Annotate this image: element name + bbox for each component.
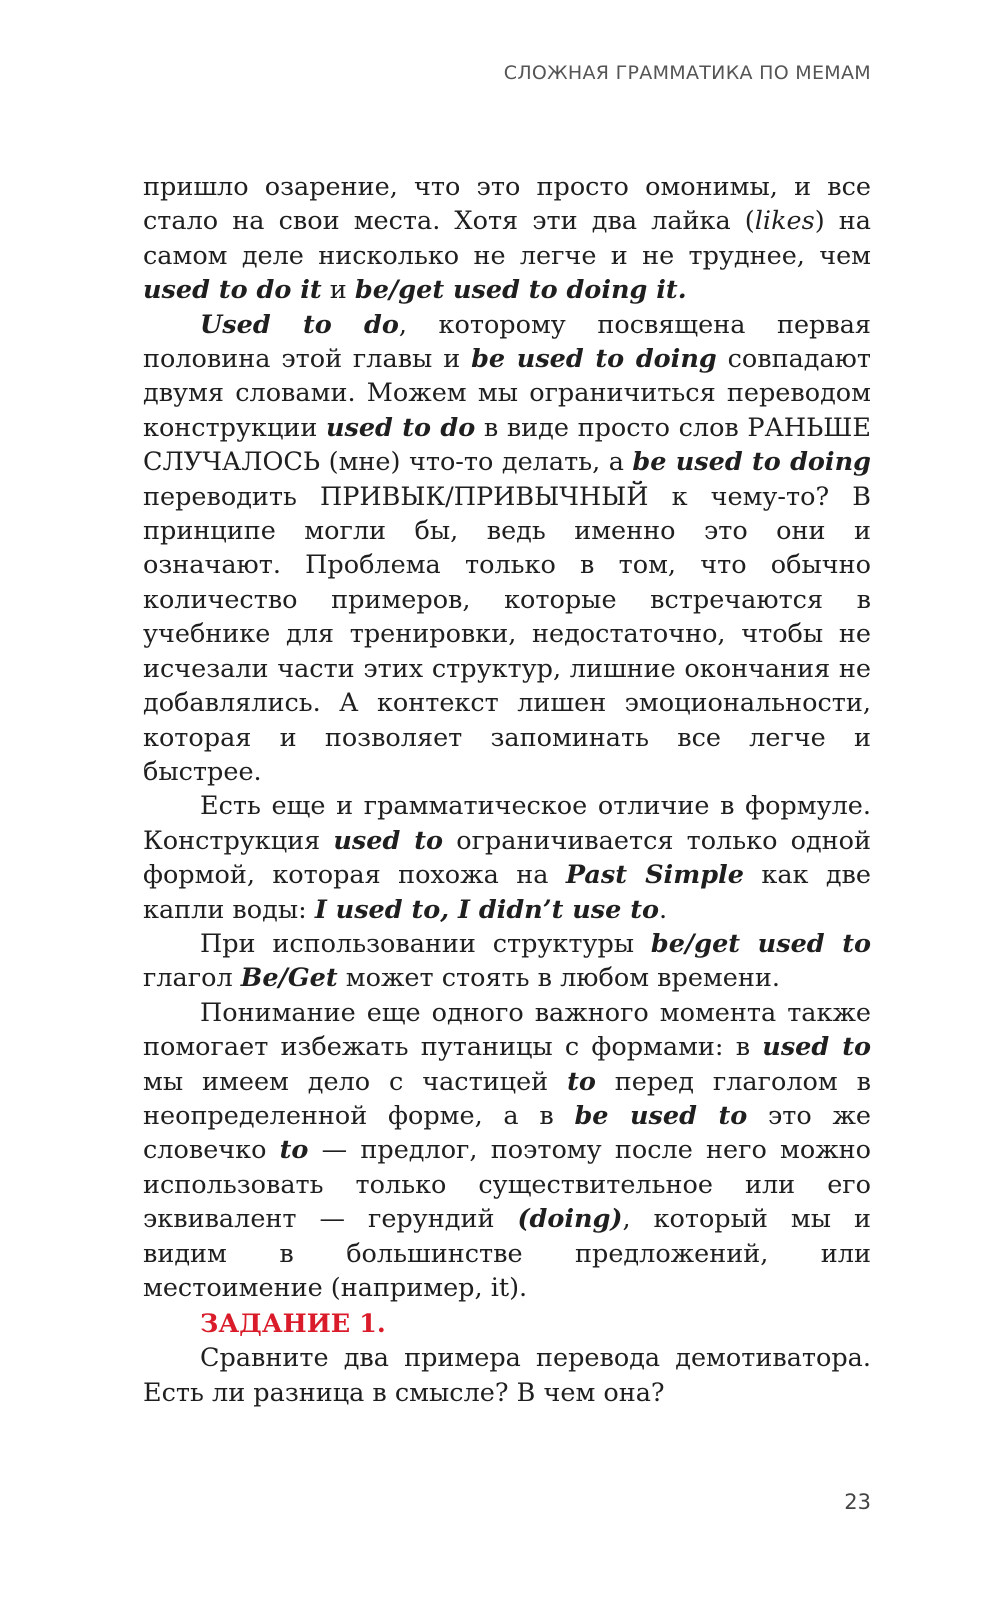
grammar-term: used to — [762, 1032, 871, 1063]
task-heading: ЗАДАНИЕ 1. — [200, 1309, 386, 1339]
paragraph — [143, 308, 871, 790]
text-run: , которому посвящена первая половина этой главы и — [143, 309, 872, 375]
paragraph — [143, 927, 871, 996]
grammar-term: be/get used to — [650, 928, 871, 959]
paragraph — [143, 170, 871, 308]
grammar-term: to — [279, 1135, 309, 1166]
grammar-term: used to — [333, 825, 444, 856]
grammar-term: I used to, I didn’t use to — [314, 894, 660, 925]
grammar-term: used to do — [325, 412, 476, 443]
text-run: Понимание еще одного важного момента также помогает избежать путаницы с формами: в — [143, 997, 871, 1063]
text-run: ограничивается только одной формой, которая похожа на — [143, 825, 871, 891]
grammar-term: used to do it — [143, 275, 322, 306]
text-run: как две капли воды: — [143, 860, 872, 925]
italic-word: likes — [754, 206, 815, 237]
text-run: пришло озарение, что это просто омонимы, и все стало на свои места. Хотя эти два лайка ( — [143, 172, 871, 237]
text-run: это же словечко — [143, 1100, 872, 1166]
grammar-term: Used to do — [200, 309, 399, 340]
text-run: глагол — [143, 963, 241, 994]
grammar-term: Past Simple — [565, 860, 744, 891]
text-run: может стоять в любом времени. — [337, 963, 780, 994]
body-text — [143, 170, 871, 1305]
text-run: — предлог, поэтому после него можно использовать только существительное или его эквивалент — герундий — [143, 1135, 871, 1235]
text-run: в виде просто слов РАНЬШЕ СЛУЧАЛОСЬ (мне) что-то делать, а — [143, 412, 871, 478]
grammar-term: (doing) — [517, 1204, 623, 1235]
grammar-term: to — [567, 1066, 596, 1097]
grammar-term: be/get used to doing it. — [354, 275, 687, 306]
task-section — [143, 1307, 871, 1410]
text-run: При использовании структуры — [200, 928, 651, 959]
text-run: Есть еще и грамматическое отличие в формуле. Конструкция — [143, 791, 871, 856]
paragraph — [143, 789, 871, 927]
grammar-term: be used to doing — [471, 344, 717, 375]
task-text: Сравните два примера перевода демотиватора. Есть ли разница в смысле? В чем она? — [143, 1343, 871, 1408]
text-run: мы имеем дело с частицей — [143, 1066, 568, 1097]
text-run: перед глаголом в неопределенной форме, а в — [143, 1066, 871, 1131]
text-run: ) на самом деле нисколько не легче и не труднее, чем — [143, 206, 871, 271]
grammar-term: be used to — [574, 1100, 748, 1131]
text-run: совпадают двумя словами. Можем мы ограничиться переводом конструкции — [143, 344, 871, 443]
text-run: переводить ПРИВЫК/ПРИВЫЧНЫЙ к чему-то? В принципе могли бы, ведь именно это они и означают. Проблема только в том, что обычно количество примеров, которые встречаются в учебнике для тренировки, недостаточно, чтобы не исчезали части этих структур, лишние окончания не добавлялись. А контекст лишен эмоциональности, которая и позволяет запоминать все легче и быстрее. — [143, 481, 871, 787]
text-run: . — [659, 894, 668, 925]
page-number: 23 — [844, 1490, 871, 1514]
paragraph — [143, 996, 871, 1306]
grammar-term: be used to doing — [632, 447, 871, 478]
running-title: СЛОЖНАЯ ГРАММАТИКА ПО МЕМАМ — [503, 62, 871, 84]
text-run: , который мы и видим в большинстве предложений, или местоимение (например, it). — [143, 1204, 871, 1303]
text-run: и — [321, 275, 355, 306]
grammar-term: Be/Get — [240, 963, 338, 994]
